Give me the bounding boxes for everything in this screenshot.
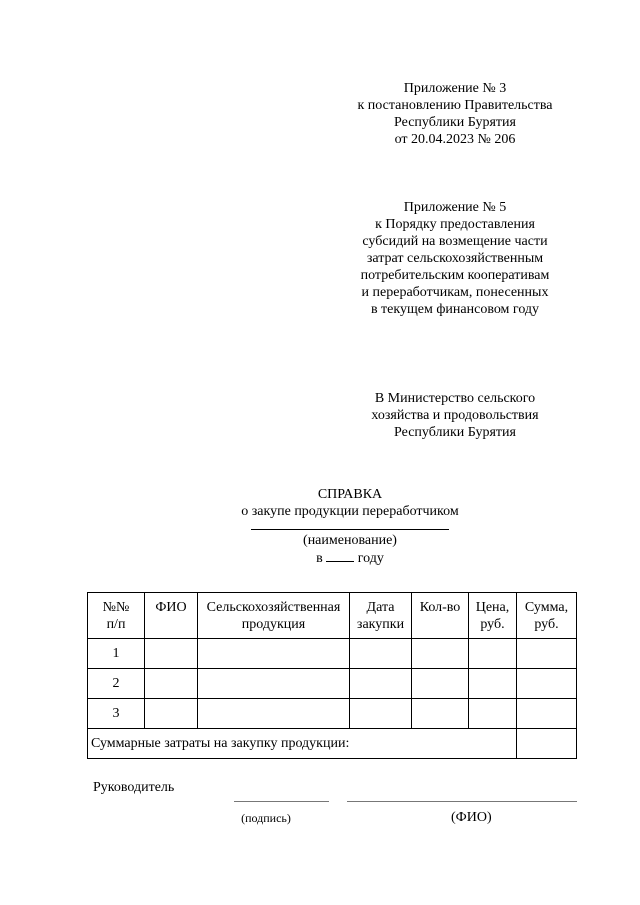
fio-line [347, 801, 577, 802]
header-sum-line: руб. [534, 617, 559, 632]
appendix-5-line: в текущем финансовом году [370, 302, 540, 317]
head-label: Руководитель [93, 780, 175, 795]
name-underline [251, 528, 449, 530]
appendix-5-line: и переработчикам, понесенных [361, 285, 549, 300]
table-row [88, 639, 577, 669]
header-price [469, 593, 517, 639]
header-number-line: №№ [102, 600, 130, 615]
total-sum-cell [517, 729, 577, 759]
purchase-table [87, 592, 577, 759]
quantity-cell [412, 699, 469, 729]
total-label: Суммарные затраты на закупку продукции: [88, 729, 517, 759]
header-date-line: Дата [366, 600, 395, 615]
header-date [350, 593, 412, 639]
header-number [88, 593, 145, 639]
header-price-line: руб. [480, 617, 505, 632]
addressee-line: В Министерство сельского [374, 391, 536, 406]
addressee-line: Республики Бурятия [394, 425, 516, 440]
header-product-line: продукция [241, 617, 306, 632]
header-price-line: Цена, [475, 600, 510, 615]
appendix-5-line: субсидий на возмещение части [362, 234, 548, 249]
header-product-line: Сельскохозяйственная [206, 600, 341, 615]
fio-cell [145, 669, 198, 699]
quantity-cell [412, 669, 469, 699]
header-fio-line: ФИО [155, 600, 187, 615]
header-quantity-line: Кол-во [419, 600, 461, 615]
price-cell [469, 639, 517, 669]
quantity-cell [412, 639, 469, 669]
signature-line [234, 801, 329, 802]
price-cell [469, 699, 517, 729]
header-quantity [412, 593, 469, 639]
fio-caption: (ФИО) [451, 810, 492, 825]
fio-cell [145, 699, 198, 729]
name-caption: (наименование) [303, 533, 397, 548]
document-subtitle: о закупе продукции переработчиком [241, 504, 459, 519]
year-line [150, 549, 550, 567]
product-cell [198, 669, 350, 699]
year-prefix: в [316, 551, 323, 566]
signature-block [93, 779, 583, 839]
appendix-3-line: от 20.04.2023 № 206 [394, 132, 516, 147]
header-sum [517, 593, 577, 639]
document-title: СПРАВКА [317, 487, 383, 502]
document-title-block [150, 486, 550, 567]
table-header-row [88, 593, 577, 639]
table-row [88, 669, 577, 699]
appendix-5-line: к Порядку предоставления [375, 217, 535, 232]
header-sum-line: Сумма, [524, 600, 569, 615]
appendix-5-header [330, 199, 580, 318]
addressee-line: хозяйства и продовольствия [371, 408, 539, 423]
fio-cell [145, 639, 198, 669]
header-product [198, 593, 350, 639]
appendix-3-line: к постановлению Правительства [357, 98, 553, 113]
row-number-cell: 1 [88, 639, 145, 669]
sum-cell [517, 699, 577, 729]
date-cell [350, 639, 412, 669]
table-total-row [88, 729, 577, 759]
sum-cell [517, 639, 577, 669]
header-date-line: закупки [356, 617, 405, 632]
sum-cell [517, 669, 577, 699]
product-cell [198, 639, 350, 669]
appendix-3-line: Приложение № 3 [403, 81, 507, 96]
row-number-cell: 3 [88, 699, 145, 729]
appendix-5-line: потребительским кооперативам [360, 268, 550, 283]
appendix-3-header [330, 80, 580, 148]
appendix-5-line: Приложение № 5 [403, 200, 507, 215]
header-number-line: п/п [106, 617, 126, 632]
appendix-3-line: Республики Бурятия [394, 115, 516, 130]
row-number-cell: 2 [88, 669, 145, 699]
table-row [88, 699, 577, 729]
appendix-5-line: затрат сельскохозяйственным [366, 251, 544, 266]
price-cell [469, 669, 517, 699]
name-fill-line [150, 520, 550, 532]
header-fio [145, 593, 198, 639]
date-cell [350, 699, 412, 729]
product-cell [198, 699, 350, 729]
year-suffix: году [357, 551, 384, 566]
signature-caption: (подпись) [241, 811, 291, 825]
addressee-block [330, 390, 580, 441]
date-cell [350, 669, 412, 699]
year-blank [326, 549, 354, 562]
